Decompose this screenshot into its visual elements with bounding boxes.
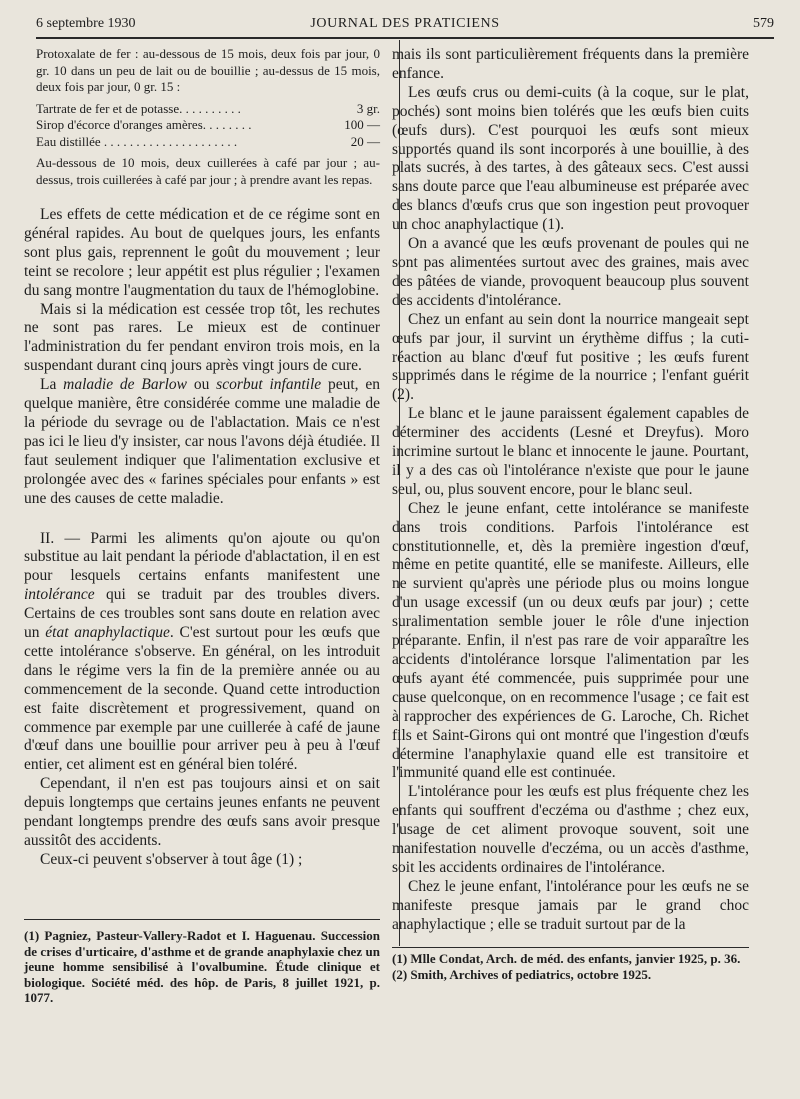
header-date: 6 septembre 1930 [36, 16, 136, 31]
recipe-row [36, 101, 380, 118]
right-column [392, 46, 749, 935]
text-run: . C'est surtout pour les œufs que cette intolérance s'observe. En général, on les introduit dans le régime vers la fin de la première année ou au commencement de la seconde. Quand cette introduction est faite discrètement et progressivement, quand on commence par exemple par une cuillerée à café de jaune d'œuf dans une bouillie pour arriver peu à peu à l'œuf entier, cet aliment est en général bien toléré. [24, 624, 380, 774]
paragraph: Chez le jeune enfant, cette intolérance se manifeste dans trois conditions. Parfois l'intolérance est constitutionnelle, et, dès la première ingestion d'œuf, même en petite quantité, elle se manifeste. Ailleurs, elle ne survient qu'après une période plus ou moins longue d'un usage excessif (un ou deux œufs par jour) ; cette suralimentation semble jouer le rôle d'une injection préparante. Enfin, il n'est pas rare de voir apparaître les accidents d'intolérance lorsque l'alimentation par les œufs ayant été commencée, puis supprimée pour une cause quelconque, on en recommence l'usage ; ce fait est à rapprocher des expériences de G. Laroche, Ch. Richet fils et Saint-Girons qui ont montré que l'ingestion d'œufs détermine l'anaphylaxie quand elle est transitoire et l'immunité quand elle est continuée. [392, 499, 749, 782]
paragraph: Chez un enfant au sein dont la nourrice mangeait sept œufs par jour, il survint un érythème diffus ; la cuti-réaction au blanc d'œuf fut positive ; les œufs furent supprimés dans le régime de la nourrice ; l'enfant guérit (2). [392, 310, 749, 404]
text-run: peut, en quelque manière, être considérée comme une maladie de la période du sevrage ou de l'ablactation. Mais ce n'est pas ici le lieu d'y insister, car nous l'avons déjà étudiée. Il faut seulement indiquer que l'alimentation exclusive et prolongée avec des « farines spéciales pour enfants » est une des causes de cette maladie. [24, 376, 380, 507]
recipe-ingredient: Sirop d'écorce d'oranges amères. . . . . . . . [36, 117, 252, 132]
recipe-ingredient: Eau distillée . . . . . . . . . . . . . . . . . . . . . [36, 133, 238, 149]
text-run: ou [187, 376, 217, 394]
paragraph: Chez le jeune enfant, l'intolérance pour les œufs ne se manifeste presque jamais par le grand choc anaphylactique ; elle se traduit surtout par de la [392, 877, 749, 933]
footnote: (1) Pagniez, Pasteur-Vallery-Radot et I. Haguenau. Succession de crises d'urticaire, d'asthme et de grande anaphylaxie chez un jeune homme sensibilisé à l'ovalbumine. Étude clinique et biologique. Société méd. des hôp. de Paris, 8 juillet 1921, p. 1077. [24, 928, 380, 1006]
recipe-intro-block [36, 46, 380, 96]
recipe-intro: Protoxalate de fer : au-dessous de 15 mois, deux fois par jour, 0 gr. 10 dans un peu de lait ou de bouillie ; au-dessus de 15 mois, deux fois par jour, 0 gr. 15 : [36, 46, 380, 94]
paragraph: Les effets de cette médication et de ce régime sont en général rapides. Au bout de quelques jours, les enfants sont plus gais, reprennent le goût du mouvement ; leur teint se recolore ; leur appétit est plus régulier ; l'examen du sang montre l'augmentation du taux de l'hémoglobine. [24, 206, 380, 299]
text-run: qui se traduit par des troubles divers. Certains de ces troubles sont sans doute en relation avec un [24, 586, 380, 642]
paragraph: Cependant, il n'en est pas toujours ainsi et on sait depuis longtemps que certains jeunes enfants ne peuvent pendant longtemps prendre des œufs sans avoir presque aussitôt des accidents. [24, 775, 380, 849]
paragraph: Ceux-ci peuvent s'observer à tout âge (1) ; [40, 850, 303, 868]
footnote: (2) Smith, Archives of pediatrics, octobre 1925. [392, 966, 652, 982]
footnote-rule [392, 947, 749, 948]
text-run: II. — Parmi les aliments qu'on ajoute ou qu'on substitue au lait pendant la période d'ablactation, il en est pour lesquels certains enfants manifestent une [24, 529, 380, 585]
italic-term: maladie de Barlow [63, 376, 188, 394]
footnote: (1) Mlle Condat, Arch. de méd. des enfants, janvier 1925, p. 36. [392, 951, 741, 966]
recipe-quantity: 100 — [344, 117, 380, 132]
paragraph: Les œufs crus ou demi-cuits (à la coque, sur le plat, pochés) sont moins bien tolérés que les œufs bien cuits (œufs durs). C'est pourquoi les œufs sont mieux supportés quand ils sont incorporés à une bouillie, à des plats sucrés, à des tartes, à des gâteaux secs. C'est aussi sans doute parce que l'eau albumineuse est préparée avec des blancs d'œufs crus que son ingestion peut provoquer un choc anaphylactique (1). [392, 83, 749, 234]
paragraph: L'intolérance pour les œufs est plus fréquente chez les enfants qui souffrent d'eczéma ou d'asthme ; chez eux, l'usage de cet aliment provoque souvent, soit une manifestation nouvelle d'eczéma, ou un accès d'asthme, soit les accidents ordinaires de l'intolérance. [392, 783, 749, 876]
recipe-dosage-block [36, 155, 380, 188]
italic-term: intolérance [24, 586, 95, 604]
paragraph [24, 376, 380, 508]
journal-title: JOURNAL DES PRATICIENS [310, 16, 500, 31]
left-column [24, 46, 380, 870]
recipe-dosage: Au-dessous de 10 mois, deux cuillerées à café par jour ; au-dessus, trois cuillerées à café par jour ; à prendre avant les repas. [36, 155, 380, 187]
italic-term: scorbut infantile [216, 376, 322, 394]
paragraph: Mais si la médication est cessée trop tôt, les rechutes ne sont pas rares. Le mieux est de continuer l'administration du fer pendant environ trois mois, en la suspendant durant cinq jours après vingt jours de cure. [24, 300, 380, 375]
page-header [36, 14, 774, 36]
right-footnotes [392, 951, 749, 982]
left-footnotes [24, 928, 380, 1006]
header-rule [36, 37, 774, 39]
paragraph [24, 530, 380, 776]
recipe-row [36, 117, 380, 134]
recipe-ingredient: Tartrate de fer et de potasse. . . . . . . . . . [36, 100, 241, 116]
text-run: La [40, 376, 64, 394]
paragraph: mais ils sont particulièrement fréquents dans la première enfance. [392, 46, 749, 82]
page-number: 579 [753, 16, 774, 31]
paragraph: Le blanc et le jaune paraissent également capables de déterminer des accidents (Lesné et Dreyfus). Moro incrimine surtout le blanc et innocente le jaune. Pourtant, il y a des cas où l'intolérance n'existe que pour le jaune seul, ou, plus souvent encore, pour le blanc seul. [392, 405, 749, 498]
italic-term: état anaphylactique [45, 624, 170, 642]
paragraph: On a avancé que les œufs provenant de poules qui ne sont pas alimentées surtout avec des graines, mais avec des pâtées de viande, provoquent beaucoup plus souvent des accidents d'intolérance. [392, 235, 749, 309]
spacer [24, 188, 380, 206]
footnote-rule [24, 919, 380, 920]
left-body-text [24, 206, 380, 870]
recipe-quantity: 3 gr. [356, 100, 380, 116]
section-spacer [24, 509, 380, 530]
recipe-list [36, 101, 380, 151]
recipe-row [36, 134, 380, 151]
recipe-quantity: 20 — [350, 133, 380, 149]
